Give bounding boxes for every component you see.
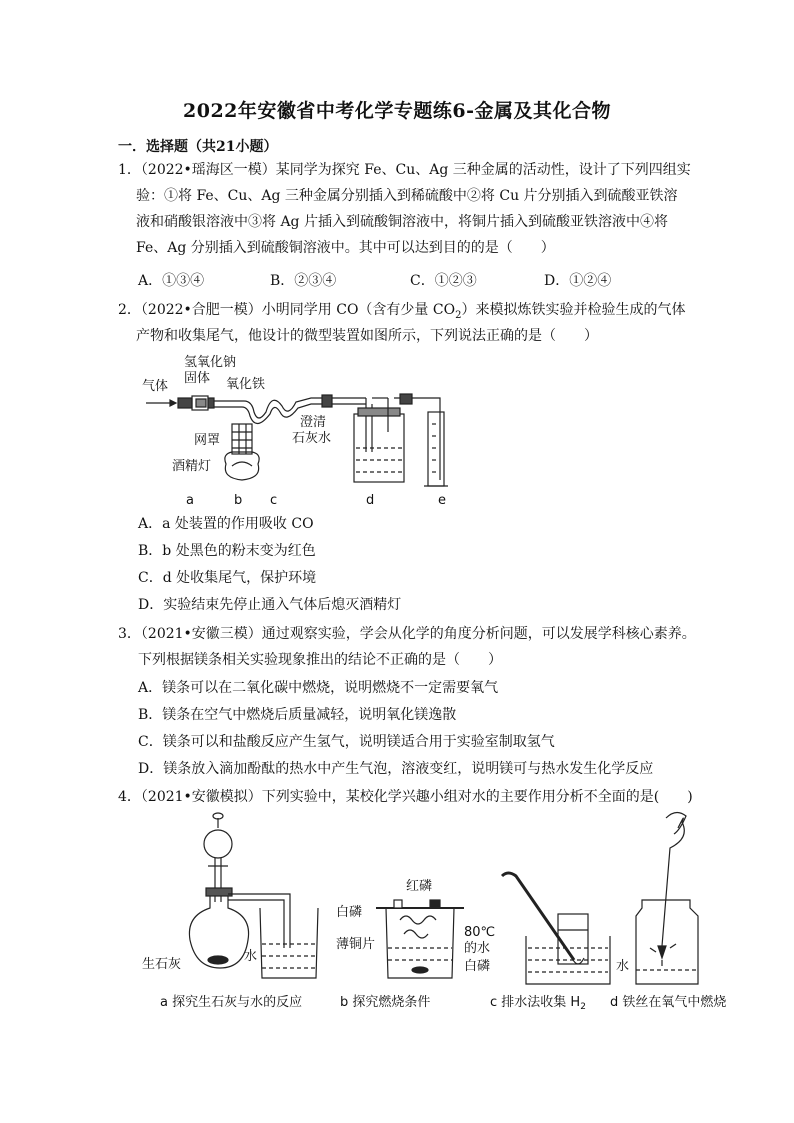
- q1-line-4: Fe、Ag 分别插入到硫酸铜溶液中。其中可以达到目的的是（ ）: [136, 240, 555, 256]
- quicklime-lump: [208, 956, 228, 964]
- label-mesh: 网罩: [194, 433, 221, 448]
- bottle-d-stopper: [358, 408, 400, 416]
- label-fe2o3: 氧化铁: [226, 377, 266, 392]
- beaker-a: [260, 908, 318, 978]
- q1-option-c[interactable]: C．①②③: [410, 273, 477, 289]
- q2-option-b[interactable]: B．b 处黑色的粉末变为红色: [138, 543, 316, 559]
- caption-c-text: c 排水法收集 H: [490, 995, 581, 1010]
- caption-c: [490, 994, 586, 1012]
- q4-line-1: 4．（2021•安徽模拟）下列实验中，某校化学兴趣小组对水的主要作用分析不全面的是( ): [118, 789, 693, 805]
- funnel-bulb: [204, 830, 232, 858]
- label-d: d: [366, 493, 375, 508]
- mesh-cover: [232, 424, 252, 454]
- label-80c: 80℃: [464, 925, 496, 940]
- q1-option-d[interactable]: D．①②④: [544, 273, 612, 289]
- label-limewater-2: 石灰水: [292, 431, 332, 446]
- arrow-head: [170, 400, 176, 406]
- red-phosphorus: [430, 900, 440, 908]
- caption-d: d 铁丝在氧气中燃烧: [610, 995, 727, 1010]
- label-water-a: 水: [244, 949, 258, 964]
- glass-tube: [214, 398, 366, 418]
- q2-line-1-end: ）来模拟炼铁实验并检验生成的气体: [461, 302, 686, 318]
- label-white-phosphorus-2: 白磷: [464, 959, 491, 974]
- q3-line-1: 3．（2021•安徽三模）通过观察实验，学会从化学的角度分析问题，可以发展学科核心素养。: [118, 626, 696, 642]
- q1-option-a[interactable]: A．①③④: [138, 273, 205, 289]
- q4-experiments-figure: [130, 808, 750, 1018]
- q2-line-1: [118, 300, 685, 326]
- q3-option-b[interactable]: B．镁条在空气中燃烧后质量减轻，说明氧化镁逸散: [138, 707, 457, 723]
- label-solid: 固体: [184, 371, 211, 386]
- label-a: a: [186, 493, 194, 508]
- caption-b: b 探究燃烧条件: [340, 995, 431, 1010]
- alcohol-lamp: [225, 452, 259, 480]
- q1-option-b[interactable]: B．②③④: [270, 273, 337, 289]
- page-title: 2022年安徽省中考化学专题练6-金属及其化合物: [183, 100, 611, 122]
- label-naoh: 氢氧化钠: [184, 355, 237, 370]
- label-water-b: 的水: [464, 941, 491, 956]
- label-water-d: 水: [616, 959, 630, 974]
- q2-option-d[interactable]: D．实验结束先停止通入气体后熄灭酒精灯: [138, 597, 402, 613]
- tube-stopper: [178, 398, 192, 408]
- label-gas: 气体: [142, 379, 169, 394]
- label-b: b: [234, 493, 243, 508]
- naoh-solid: [196, 399, 206, 407]
- label-limewater-1: 澄清: [300, 415, 327, 430]
- white-phosphorus-water: [412, 967, 428, 973]
- q1-line-3: 液和硝酸银溶液中③将 Ag 片插入到硫酸铜溶液中，将铜片插入到硫酸亚铁溶液中④将: [136, 214, 668, 230]
- q3-option-c[interactable]: C．镁条可以和盐酸反应产生氢气，说明镁适合用于实验室制取氢气: [138, 734, 555, 750]
- label-c: c: [270, 493, 278, 508]
- q2-line-1-text: 2．（2022•合肥一模）小明同学用 CO（含有少量 CO: [118, 302, 456, 318]
- q2-apparatus-figure: [136, 352, 476, 512]
- label-quicklime: 生石灰: [142, 957, 182, 972]
- q2-line-2: 产物和收集尾气，他设计的微型装置如图所示，下列说法正确的是（ ）: [136, 328, 598, 344]
- caption-a: a 探究生石灰与水的反应: [160, 995, 303, 1010]
- graduated-cylinder-e: [428, 412, 444, 486]
- tube-stopper-2: [208, 398, 214, 408]
- burning-wire-tip: [658, 946, 666, 958]
- q3-line-2: 下列根据镁条相关实验现象推出的结论不正确的是（ ）: [138, 652, 502, 668]
- white-phosphorus-top: [394, 900, 402, 908]
- iron-wire: [662, 818, 684, 946]
- label-copper-plate: 薄铜片: [336, 937, 376, 952]
- q3-option-a[interactable]: A．镁条可以在二氧化碳中燃烧，说明燃烧不一定需要氧气: [138, 680, 499, 696]
- gas-jar: [636, 900, 698, 984]
- label-e: e: [438, 493, 446, 508]
- q2-line-1-subscript: 2: [455, 309, 462, 321]
- delivery-tube: [228, 894, 290, 948]
- label-white-phosphorus: 白磷: [336, 905, 363, 920]
- q1-line-2: 验：①将 Fe、Cu、Ag 三种金属分别插入到稀硫酸中②将 Cu 片分别插入到硫酸亚铁溶: [136, 188, 678, 204]
- label-red-phosphorus: 红磷: [406, 879, 433, 894]
- q2-option-c[interactable]: C．d 处收集尾气，保护环境: [138, 570, 317, 586]
- label-lamp: 酒精灯: [172, 459, 212, 474]
- q2-option-a[interactable]: A．a 处装置的作用吸收 CO: [138, 516, 314, 532]
- caption-c-subscript: 2: [580, 1002, 586, 1012]
- q1-line-1: 1．（2022•瑶海区一模）某同学为探究 Fe、Cu、Ag 三种金属的活动性，设计了下列四组实: [118, 162, 691, 178]
- glass-tube-lower: [214, 404, 366, 424]
- q3-option-d[interactable]: D．镁条放入滴加酚酞的热水中产生气泡，溶液变红，说明镁可与热水发生化学反应: [138, 761, 654, 777]
- section-heading: 一．选择题（共21小题）: [118, 139, 278, 155]
- tongs-icon: [666, 812, 686, 834]
- connector-1: [322, 395, 332, 407]
- connector-2: [400, 394, 412, 404]
